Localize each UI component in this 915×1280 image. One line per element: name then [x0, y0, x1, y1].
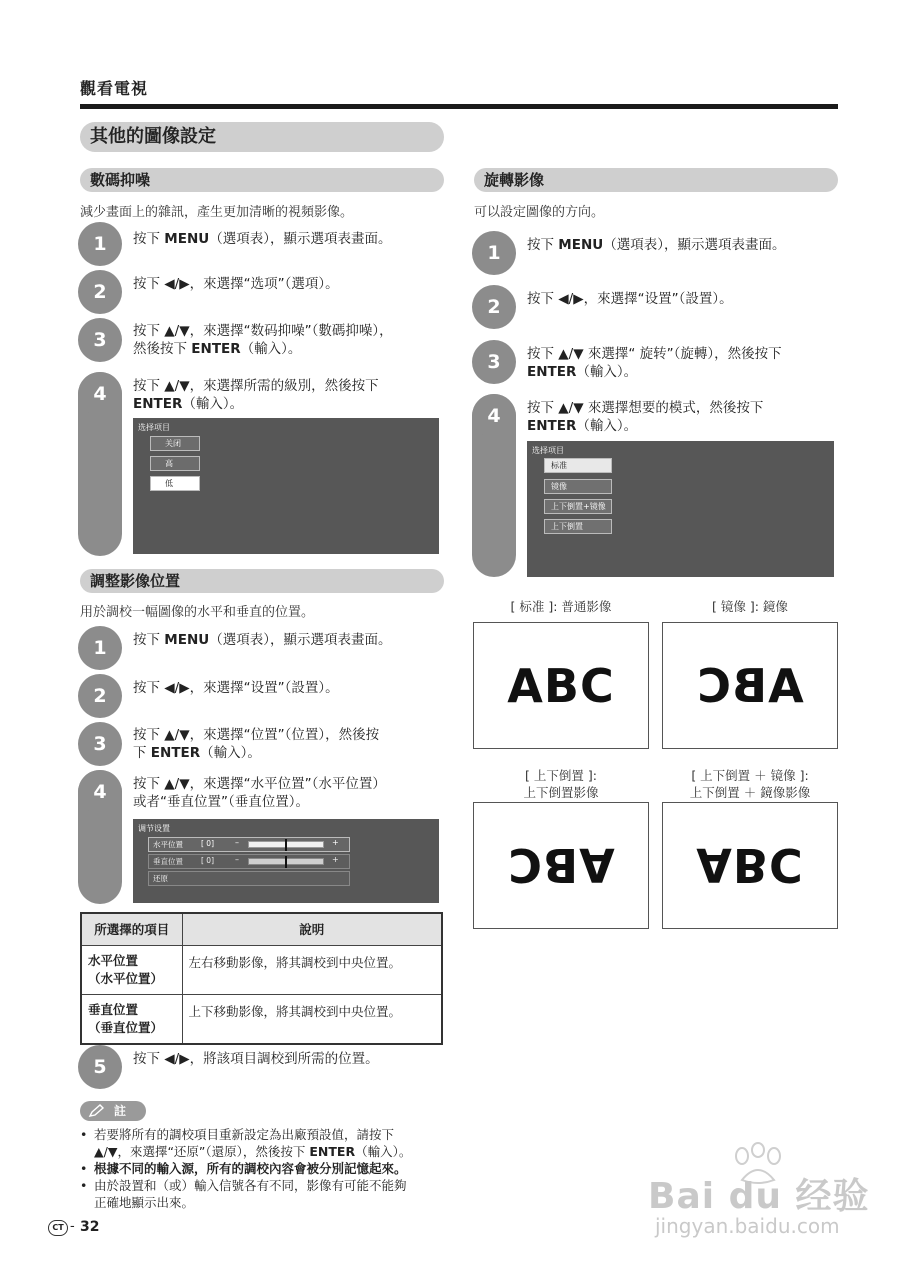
- watermark-url: jingyan.baidu.com: [655, 1214, 840, 1238]
- table-cell-item: 水平位置 （水平位置）: [81, 945, 182, 994]
- header-divider: [80, 104, 838, 109]
- h-position-label: 水平位置: [153, 840, 183, 849]
- rotate-step-2-number: 2: [472, 285, 516, 329]
- note-item: • 根據不同的輸入源，所有的調校內容會被分別記憶起來。: [80, 1161, 407, 1176]
- position-step-4-number: 4: [78, 770, 122, 814]
- table-header-desc: 說明: [182, 913, 442, 945]
- section-label: 觀看電視: [80, 79, 149, 98]
- v-position-slider-handle[interactable]: [285, 856, 287, 868]
- position-step-2-text: 按下 ◀/▶，來選擇“设置”（設置）。: [133, 680, 339, 696]
- h-position-minus-icon: –: [235, 838, 239, 847]
- rotate-option-mirror[interactable]: 镜像: [544, 479, 612, 494]
- noise-section-title: 數碼抑噪: [80, 168, 444, 192]
- noise-option-high[interactable]: 高: [150, 456, 200, 471]
- position-menu-screen: [133, 819, 439, 903]
- example-standard-box: [473, 622, 649, 749]
- note-item: • 若要將所有的調校項目重新設定為出廠預設值，請按下 ▲/▼，來選擇“还原”（還原），然後按下 ENTER（輸入）。: [80, 1127, 412, 1159]
- noise-step-1-text: 按下 MENU（選項表），顯示選項表畫面。: [133, 231, 392, 247]
- rotate-option-standard[interactable]: 标准: [544, 458, 612, 473]
- noise-step-2-number: 2: [78, 270, 122, 314]
- position-item-table: [80, 912, 443, 1045]
- example-flip-box: [473, 802, 649, 929]
- position-step-3-text: 按下 ▲/▼，來選擇“位置”（位置），然後按 下 ENTER（輸入）。: [133, 727, 380, 761]
- h-position-value: [ 0]: [201, 839, 215, 848]
- rotate-step-1-number: 1: [472, 231, 516, 275]
- noise-option-low[interactable]: 低: [150, 476, 200, 491]
- note-label: 註: [80, 1101, 146, 1121]
- position-reset-button[interactable]: 还原: [148, 871, 350, 886]
- h-position-row[interactable]: [148, 837, 350, 852]
- noise-menu-title: 选择项目: [138, 423, 170, 432]
- noise-step-4-number: 4: [78, 372, 122, 416]
- rotate-step-4-text: 按下 ▲/▼ 來選擇想要的模式，然後按下 ENTER（輸入）。: [527, 400, 764, 434]
- table-row: [81, 945, 442, 994]
- example-flip-text: ABC: [507, 838, 615, 893]
- page-number: 32: [80, 1219, 100, 1235]
- example-flip-mirror-box: [662, 802, 838, 929]
- noise-step-3-number: 3: [78, 318, 122, 362]
- example-mirror-box: [662, 622, 838, 749]
- rotate-description: 可以設定圖像的方向。: [474, 205, 605, 220]
- example-flip-mirror-text: ABC: [696, 838, 804, 893]
- h-position-slider-handle[interactable]: [285, 839, 287, 851]
- v-position-label: 垂直位置: [153, 857, 183, 866]
- position-step-1-number: 1: [78, 626, 122, 670]
- position-menu-title: 调节设置: [138, 824, 170, 833]
- v-position-row[interactable]: [148, 854, 350, 869]
- example-flip-caption: [ 上下倒置 ]: 上下倒置影像: [523, 768, 599, 800]
- noise-option-off[interactable]: 关闭: [150, 436, 200, 451]
- rotate-option-flip[interactable]: 上下倒置: [544, 519, 612, 534]
- v-position-value: [ 0]: [201, 856, 215, 865]
- watermark-brand: Bai du 经验: [648, 1176, 870, 1217]
- example-standard-text: ABC: [507, 658, 615, 713]
- note-item: • 由於設置和（或）輸入信號各有不同，影像有可能不能夠 正確地顯示出來。: [80, 1178, 407, 1210]
- table-cell-desc: 左右移動影像，將其調校到中央位置。: [182, 945, 442, 994]
- noise-description: 減少畫面上的雜訊，產生更加清晰的視頻影像。: [80, 205, 354, 220]
- rotate-menu-title: 选择项目: [532, 446, 564, 455]
- example-mirror-text: ABC: [696, 658, 804, 713]
- notes-list: [80, 1126, 450, 1211]
- position-step-2-number: 2: [78, 674, 122, 718]
- position-step-1-text: 按下 MENU（選項表），顯示選項表畫面。: [133, 632, 392, 648]
- rotate-step-3-number: 3: [472, 340, 516, 384]
- table-cell-desc: 上下移動影像，將其調校到中央位置。: [182, 994, 442, 1044]
- position-description: 用於調校一幅圖像的水平和垂直的位置。: [80, 605, 315, 620]
- v-position-plus-icon: +: [332, 855, 339, 864]
- example-mirror-caption: [ 镜像 ]: 鏡像: [712, 599, 788, 614]
- position-section-title: 調整影像位置: [80, 569, 444, 593]
- position-step-4-text: 按下 ▲/▼，來選擇“水平位置”（水平位置） 或者“垂直位置”（垂直位置）。: [133, 776, 386, 810]
- table-cell-item: 垂直位置 （垂直位置）: [81, 994, 182, 1044]
- rotate-menu-screen: [527, 441, 834, 577]
- rotate-step-3-text: 按下 ▲/▼ 來選擇“ 旋转”（旋轉），然後按下 ENTER（輸入）。: [527, 346, 782, 380]
- h-position-plus-icon: +: [332, 838, 339, 847]
- table-row: [81, 994, 442, 1044]
- noise-step-4-text: 按下 ▲/▼，來選擇所需的級別，然後按下 ENTER（輸入）。: [133, 378, 379, 412]
- example-standard-caption: [ 标准 ]: 普通影像: [510, 599, 612, 614]
- position-step-5-text: 按下 ◀/▶，將該項目調校到所需的位置。: [133, 1051, 379, 1067]
- noise-menu-screen: [133, 418, 439, 554]
- position-step-5-number: 5: [78, 1045, 122, 1089]
- noise-step-1-number: 1: [78, 222, 122, 266]
- footer-separator: -: [70, 1219, 75, 1234]
- v-position-minus-icon: –: [235, 855, 239, 864]
- position-step-3-number: 3: [78, 722, 122, 766]
- lang-badge: CT: [48, 1220, 68, 1236]
- rotate-step-2-text: 按下 ◀/▶，來選擇“设置”（設置）。: [527, 291, 733, 307]
- example-flip-mirror-caption: [ 上下倒置 ＋ 镜像 ]: 上下倒置 ＋ 鏡像影像: [689, 768, 811, 800]
- rotate-step-1-text: 按下 MENU（選項表），顯示選項表畫面。: [527, 237, 786, 253]
- page-title: 其他的圖像設定: [80, 122, 444, 152]
- table-header-item: 所選擇的項目: [81, 913, 182, 945]
- pencil-icon: [88, 1104, 106, 1118]
- rotate-step-4-number: 4: [472, 394, 516, 438]
- noise-step-3-text: 按下 ▲/▼，來選擇“数码抑噪”（數碼抑噪）， 然後按下 ENTER（輸入）。: [133, 323, 393, 357]
- rotate-option-flip-mirror[interactable]: 上下倒置+镜像: [544, 499, 612, 514]
- noise-step-2-text: 按下 ◀/▶，來選擇“选项”（選項）。: [133, 276, 339, 292]
- rotate-section-title: 旋轉影像: [474, 168, 838, 192]
